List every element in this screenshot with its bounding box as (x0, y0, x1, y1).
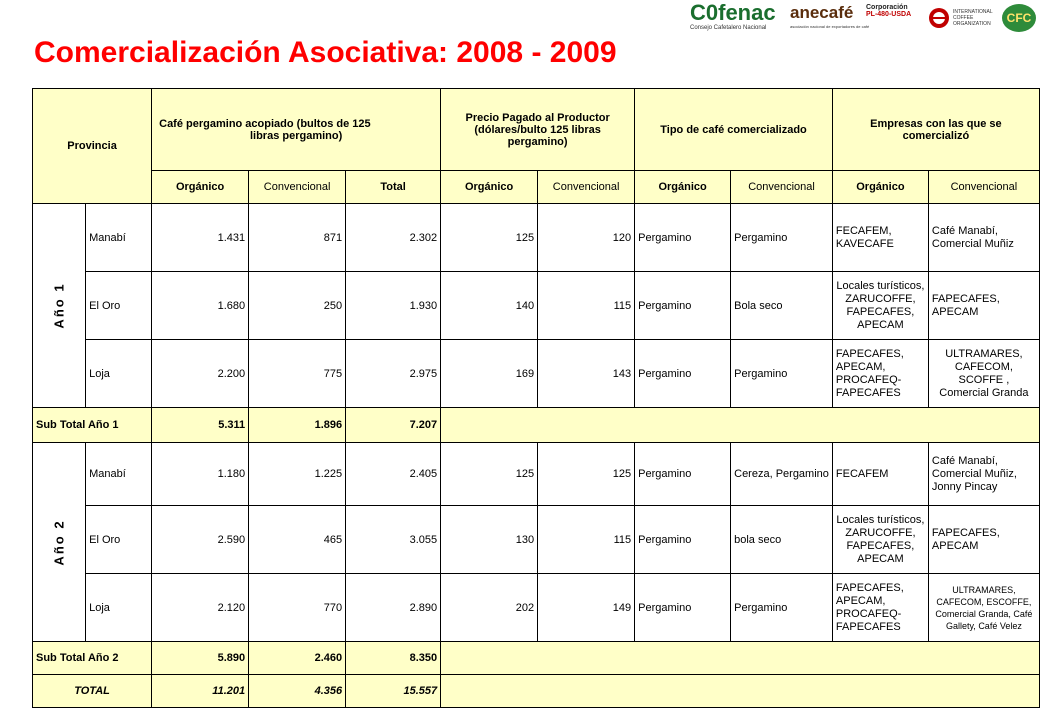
convencional-cell: 871 (249, 204, 346, 272)
tipo-organico-cell: Pergamino (635, 272, 731, 340)
subtotal-organico: 5.311 (152, 408, 249, 443)
table-row (33, 272, 1040, 340)
subtotal-filler (441, 642, 1040, 675)
cafe-convencional-header: Convencional (249, 171, 346, 204)
commercialization-table (32, 88, 1040, 708)
empresa-line: FAPECAFES (835, 386, 901, 399)
convencional-cell: 775 (249, 340, 346, 408)
empresas-convencional-cell (928, 272, 1039, 340)
empresa-line: Locales turísticos, (836, 513, 925, 526)
partner-logos (690, 2, 1038, 34)
year-2-label (33, 443, 86, 642)
empresas-organico-cell (832, 272, 928, 340)
empresa-line: APECAM, (835, 594, 886, 607)
total-organico: 11.201 (152, 675, 249, 708)
precio-organico-cell: 125 (441, 443, 538, 506)
precio-header (441, 89, 635, 171)
provincia-header: Provincia (33, 89, 152, 204)
cfc-logo (1002, 4, 1036, 32)
empresa-line: KAVECAFE (835, 237, 894, 250)
empresa-line: FAPECAFES, (835, 581, 904, 594)
year-1-label-text: Año 1 (51, 282, 67, 329)
empresa-line: FAPECAFES, (835, 347, 904, 360)
cafe-total-header: Total (346, 171, 441, 204)
organico-cell: 1.680 (152, 272, 249, 340)
tipo-convencional-cell: Bola seco (731, 272, 833, 340)
provincia-cell: Manabí (86, 204, 152, 272)
empresa-line: CAFECOM, SCOFFE , (954, 360, 1013, 386)
precio-organico-cell: 130 (441, 506, 538, 574)
tipo-organico-cell: Pergamino (635, 204, 731, 272)
total-cell: 2.405 (346, 443, 441, 506)
empresa-line: Gallety, Café Velez (945, 620, 1022, 631)
total-cell: 1.930 (346, 272, 441, 340)
precio-organico-cell: 202 (441, 574, 538, 642)
cofenac-logo-text: C0fenac (690, 0, 776, 25)
subtotal-organico: 5.890 (152, 642, 249, 675)
empresa-line: ZARUCOFFE, (845, 292, 916, 305)
total-convencional: 4.356 (249, 675, 346, 708)
precio-convencional-cell: 143 (538, 340, 635, 408)
subtotal-total: 8.350 (346, 642, 441, 675)
tipo-convencional-cell: Cereza, Pergamino (731, 443, 833, 506)
subtotal-row (33, 642, 1040, 675)
empresas-convencional-cell (928, 340, 1039, 408)
empresa-line: Comercial Granda, Café (935, 608, 1033, 619)
subtotal-convencional: 1.896 (249, 408, 346, 443)
ico-emblem-icon (928, 7, 950, 29)
convencional-cell: 465 (249, 506, 346, 574)
ico-logo-line2: COFFEE (953, 15, 974, 21)
empresa-line: FAPECAFES (835, 620, 901, 633)
empresa-line: CAFECOM, ESCOFFE, (936, 596, 1032, 607)
cafe-acopiado-header-line2: libras pergamino) (249, 129, 343, 142)
empresa-line: PROCAFEQ- (835, 373, 902, 386)
cfc-logo-text: CFC (1006, 11, 1032, 25)
empresas-convencional-header: Convencional (928, 171, 1039, 204)
page-title: Comercialización Asociativa: 2008 - 2009 (34, 36, 617, 69)
empresa-line: ULTRAMARES, (945, 347, 1023, 360)
precio-convencional-cell: 120 (538, 204, 635, 272)
cofenac-logo-subtitle: Consejo Cafetalero Nacional (690, 25, 767, 31)
empresa-line: FAPECAFES, (846, 305, 915, 318)
anecafe-logo-text: anecafé (790, 3, 854, 22)
header-row-1 (33, 89, 1040, 171)
table-row (33, 443, 1040, 506)
empresa-line: FAPECAFES, (931, 526, 1000, 539)
empresa-line: FAPECAFES, (846, 539, 915, 552)
empresa-line: Comercial Granda (939, 386, 1029, 399)
convencional-cell: 770 (249, 574, 346, 642)
subtotal-convencional: 2.460 (249, 642, 346, 675)
provincia-cell: El Oro (86, 272, 152, 340)
empresas-convencional-cell (928, 506, 1039, 574)
empresa-line: Comercial Muñiz (931, 237, 1014, 250)
total-total: 15.557 (346, 675, 441, 708)
empresas-header: Empresas con las que se comercializó (832, 89, 1039, 171)
empresa-line: APECAM (931, 539, 979, 552)
table-row (33, 204, 1040, 272)
table-row (33, 574, 1040, 642)
tipo-organico-cell: Pergamino (635, 340, 731, 408)
precio-convencional-cell: 115 (538, 272, 635, 340)
empresas-organico-cell (832, 340, 928, 408)
table-row (33, 506, 1040, 574)
corporacion-logo (866, 4, 926, 32)
subtotal-filler (441, 408, 1040, 443)
tipo-organico-cell: Pergamino (635, 506, 731, 574)
precio-header-line1: Precio Pagado al Productor (465, 111, 610, 124)
empresas-organico-cell (832, 443, 928, 506)
total-cell: 3.055 (346, 506, 441, 574)
empresa-line: Café Manabí, (931, 454, 998, 467)
organico-cell: 2.590 (152, 506, 249, 574)
empresa-line: APECAM (931, 305, 979, 318)
header-row-2 (33, 171, 1040, 204)
tipo-organico-cell: Pergamino (635, 574, 731, 642)
tipo-convencional-cell: bola seco (731, 506, 833, 574)
precio-organico-header: Orgánico (441, 171, 538, 204)
cafe-acopiado-header-line1: Café pergamino acopiado (bultos de 125 (159, 117, 371, 130)
empresa-line: Comercial Muñiz, (931, 467, 1017, 480)
empresa-line: FECAFEM (835, 467, 889, 480)
provincia-cell: Loja (86, 574, 152, 642)
tipo-convencional-cell: Pergamino (731, 204, 833, 272)
provincia-cell: El Oro (86, 506, 152, 574)
corporacion-logo-line2: PL-480-USDA (866, 11, 912, 18)
precio-convencional-cell: 149 (538, 574, 635, 642)
subtotal-total: 7.207 (346, 408, 441, 443)
empresas-organico-cell (832, 574, 928, 642)
year-2-label-text: Año 2 (51, 518, 67, 566)
precio-organico-cell: 140 (441, 272, 538, 340)
empresas-convencional-cell (928, 574, 1039, 642)
empresa-line: ZARUCOFFE, (845, 526, 916, 539)
empresa-line: APECAM (857, 318, 904, 331)
ico-logo-line1: INTERNATIONAL (953, 9, 993, 15)
total-cell: 2.975 (346, 340, 441, 408)
tipo-organico-cell: Pergamino (635, 443, 731, 506)
total-row (33, 675, 1040, 708)
anecafe-logo-subtitle: asociación nacional de exportadores de café (790, 24, 870, 29)
empresa-line: APECAM (857, 552, 904, 565)
tipo-organico-header: Orgánico (635, 171, 731, 204)
empresa-line: APECAM, (835, 360, 886, 373)
empresa-line: ULTRAMARES, (952, 584, 1016, 595)
precio-convencional-header: Convencional (538, 171, 635, 204)
organico-cell: 1.431 (152, 204, 249, 272)
ico-logo (928, 4, 998, 32)
provincia-cell: Loja (86, 340, 152, 408)
tipo-cafe-header: Tipo de café comercializado (635, 89, 833, 171)
empresas-convencional-cell (928, 204, 1039, 272)
total-label: TOTAL (33, 675, 152, 708)
cafe-acopiado-header (152, 89, 441, 171)
organico-cell: 1.180 (152, 443, 249, 506)
empresas-organico-cell (832, 506, 928, 574)
table-row (33, 340, 1040, 408)
organico-cell: 2.200 (152, 340, 249, 408)
convencional-cell: 1.225 (249, 443, 346, 506)
cofenac-logo (690, 2, 790, 34)
subtotal-label: Sub Total Año 2 (33, 642, 152, 675)
subtotal-label: Sub Total Año 1 (33, 408, 152, 443)
empresas-organico-header: Orgánico (832, 171, 928, 204)
total-cell: 2.890 (346, 574, 441, 642)
year-1-label (33, 204, 86, 408)
empresa-line: Café Manabí, (931, 224, 998, 237)
total-filler (441, 675, 1040, 708)
precio-convencional-cell: 125 (538, 443, 635, 506)
empresa-line: Jonny Pincay (931, 480, 998, 493)
empresas-organico-cell (832, 204, 928, 272)
total-cell: 2.302 (346, 204, 441, 272)
empresa-line: Locales turísticos, (836, 279, 925, 292)
cafe-organico-header: Orgánico (152, 171, 249, 204)
tipo-convencional-cell: Pergamino (731, 574, 833, 642)
corporacion-logo-line1: Corporación (866, 4, 908, 11)
anecafe-logo (790, 2, 870, 34)
precio-organico-cell: 169 (441, 340, 538, 408)
ico-logo-line3: ORGANIZATION (953, 21, 991, 27)
tipo-convencional-header: Convencional (731, 171, 833, 204)
subtotal-row (33, 408, 1040, 443)
tipo-convencional-cell: Pergamino (731, 340, 833, 408)
convencional-cell: 250 (249, 272, 346, 340)
precio-header-line2: (dólares/bulto 125 libras pergamino) (474, 123, 601, 148)
empresas-convencional-cell (928, 443, 1039, 506)
empresa-line: FAPECAFES, (931, 292, 1000, 305)
precio-convencional-cell: 115 (538, 506, 635, 574)
organico-cell: 2.120 (152, 574, 249, 642)
precio-organico-cell: 125 (441, 204, 538, 272)
empresa-line: FECAFEM, (835, 224, 892, 237)
provincia-cell: Manabí (86, 443, 152, 506)
empresa-line: PROCAFEQ- (835, 607, 902, 620)
